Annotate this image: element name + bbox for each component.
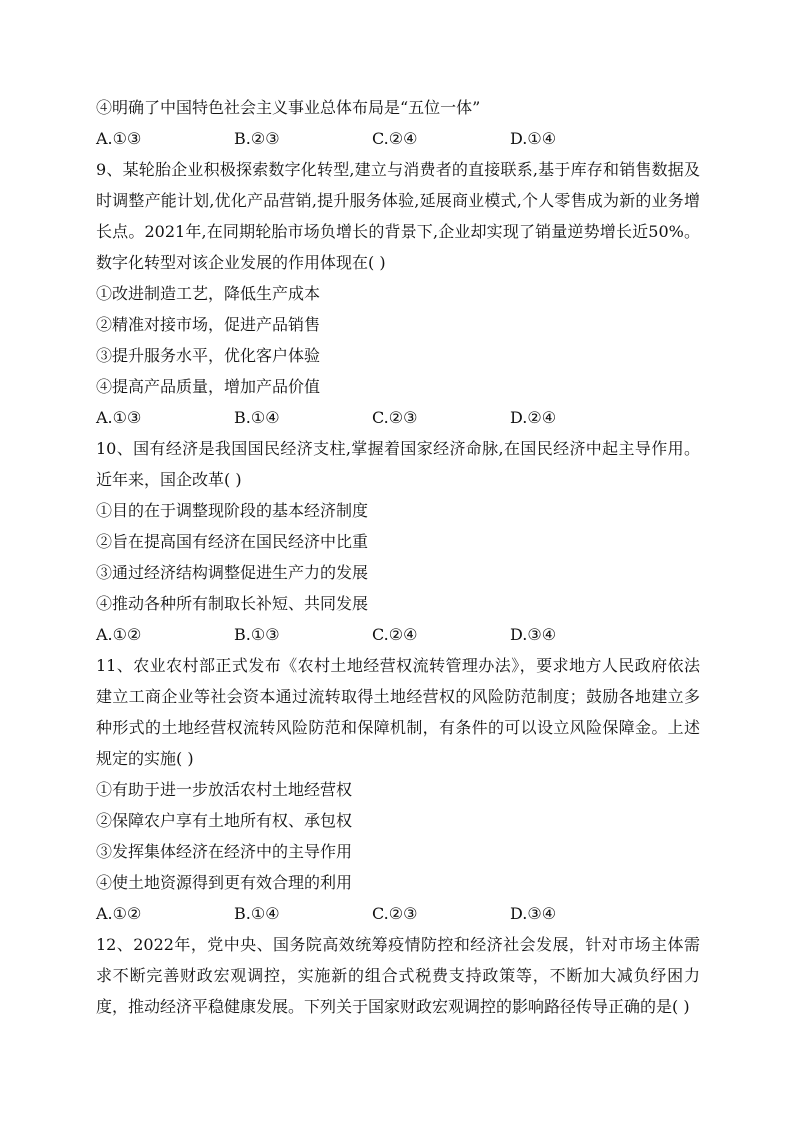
q9-answer-choices [96, 402, 706, 433]
q11-option-1: ①有助于进一步放活农村土地经营权 [96, 780, 353, 799]
q10-option-2: ②旨在提高国有经济在国民经济中比重 [96, 532, 369, 551]
q11-option-3: ③发挥集体经济在经济中的主导作用 [96, 842, 353, 861]
q11-stem: 11、农业农村部正式发布《农村土地经营权流转管理办法》，要求地方人民政府依法建立工商企业等社会资本通过流转取得土地经营权的风险防范制度；鼓励各地建立多种形式的土地经营权流转风险防范和保障机制，有条件的可以设立风险保障金。上述规定的实施( ) [96, 656, 700, 768]
exam-page [96, 92, 706, 1022]
q10-stem: 10、国有经济是我国国民经济支柱,掌握着国家经济命脉,在国民经济中起主导作用。近年来，国企改革( ) [96, 439, 700, 489]
q8-choice-c[interactable]: C.②④ [372, 129, 418, 148]
q8-option-4: ④明确了中国特色社会主义事业总体布局是“五位一体” [96, 98, 481, 117]
q9-choice-a[interactable]: A.①③ [96, 408, 142, 427]
q10-choice-c[interactable]: C.②④ [372, 625, 418, 644]
q8-choice-b[interactable]: B.②③ [234, 129, 280, 148]
q11-option-4: ④使土地资源得到更有效合理的利用 [96, 873, 353, 892]
q9-stem: 9、某轮胎企业积极探索数字化转型,建立与消费者的直接联系,基于库存和销售数据及时调整产能计划,优化产品营销,提升服务体验,延展商业模式,个人零售成为新的业务增长点。2021年,在同期轮胎市场负增长的背景下,企业却实现了销量逆势增长近50%。数字化转型对该企业发展的作用体现在( ) [96, 160, 700, 272]
q9-choice-d[interactable]: D.②④ [510, 408, 557, 427]
q10-choice-d[interactable]: D.③④ [510, 625, 557, 644]
q9-choice-b[interactable]: B.①④ [234, 408, 280, 427]
q9-option-4: ④提高产品质量，增加产品价值 [96, 377, 321, 396]
q11-answer-choices [96, 898, 706, 929]
q10-option-1: ①目的在于调整现阶段的基本经济制度 [96, 501, 369, 520]
q11-choice-d[interactable]: D.③④ [510, 904, 557, 923]
q9-choice-c[interactable]: C.②③ [372, 408, 418, 427]
q8-choice-d[interactable]: D.①④ [510, 129, 557, 148]
q8-choice-a[interactable]: A.①③ [96, 129, 142, 148]
q12-stem: 12、2022年，党中央、国务院高效统筹疫情防控和经济社会发展，针对市场主体需求不断完善财政宏观调控，实施新的组合式税费支持政策等，不断加大减负纾困力度，推动经济平稳健康发展。下列关于国家财政宏观调控的影响路径传导正确的是( ) [96, 935, 700, 1016]
q9-option-3: ③提升服务水平，优化客户体验 [96, 346, 321, 365]
q10-option-4: ④推动各种所有制取长补短、共同发展 [96, 594, 369, 613]
q10-option-3: ③通过经济结构调整促进生产力的发展 [96, 563, 369, 582]
q9-option-1: ①改进制造工艺，降低生产成本 [96, 284, 321, 303]
q11-choice-c[interactable]: C.②③ [372, 904, 418, 923]
q10-choice-b[interactable]: B.①③ [234, 625, 280, 644]
q11-choice-a[interactable]: A.①② [96, 904, 142, 923]
q8-answer-choices [96, 123, 706, 154]
q9-option-2: ②精准对接市场，促进产品销售 [96, 315, 321, 334]
q10-answer-choices [96, 619, 706, 650]
q10-choice-a[interactable]: A.①② [96, 625, 142, 644]
q11-option-2: ②保障农户享有土地所有权、承包权 [96, 811, 353, 830]
q11-choice-b[interactable]: B.①④ [234, 904, 280, 923]
